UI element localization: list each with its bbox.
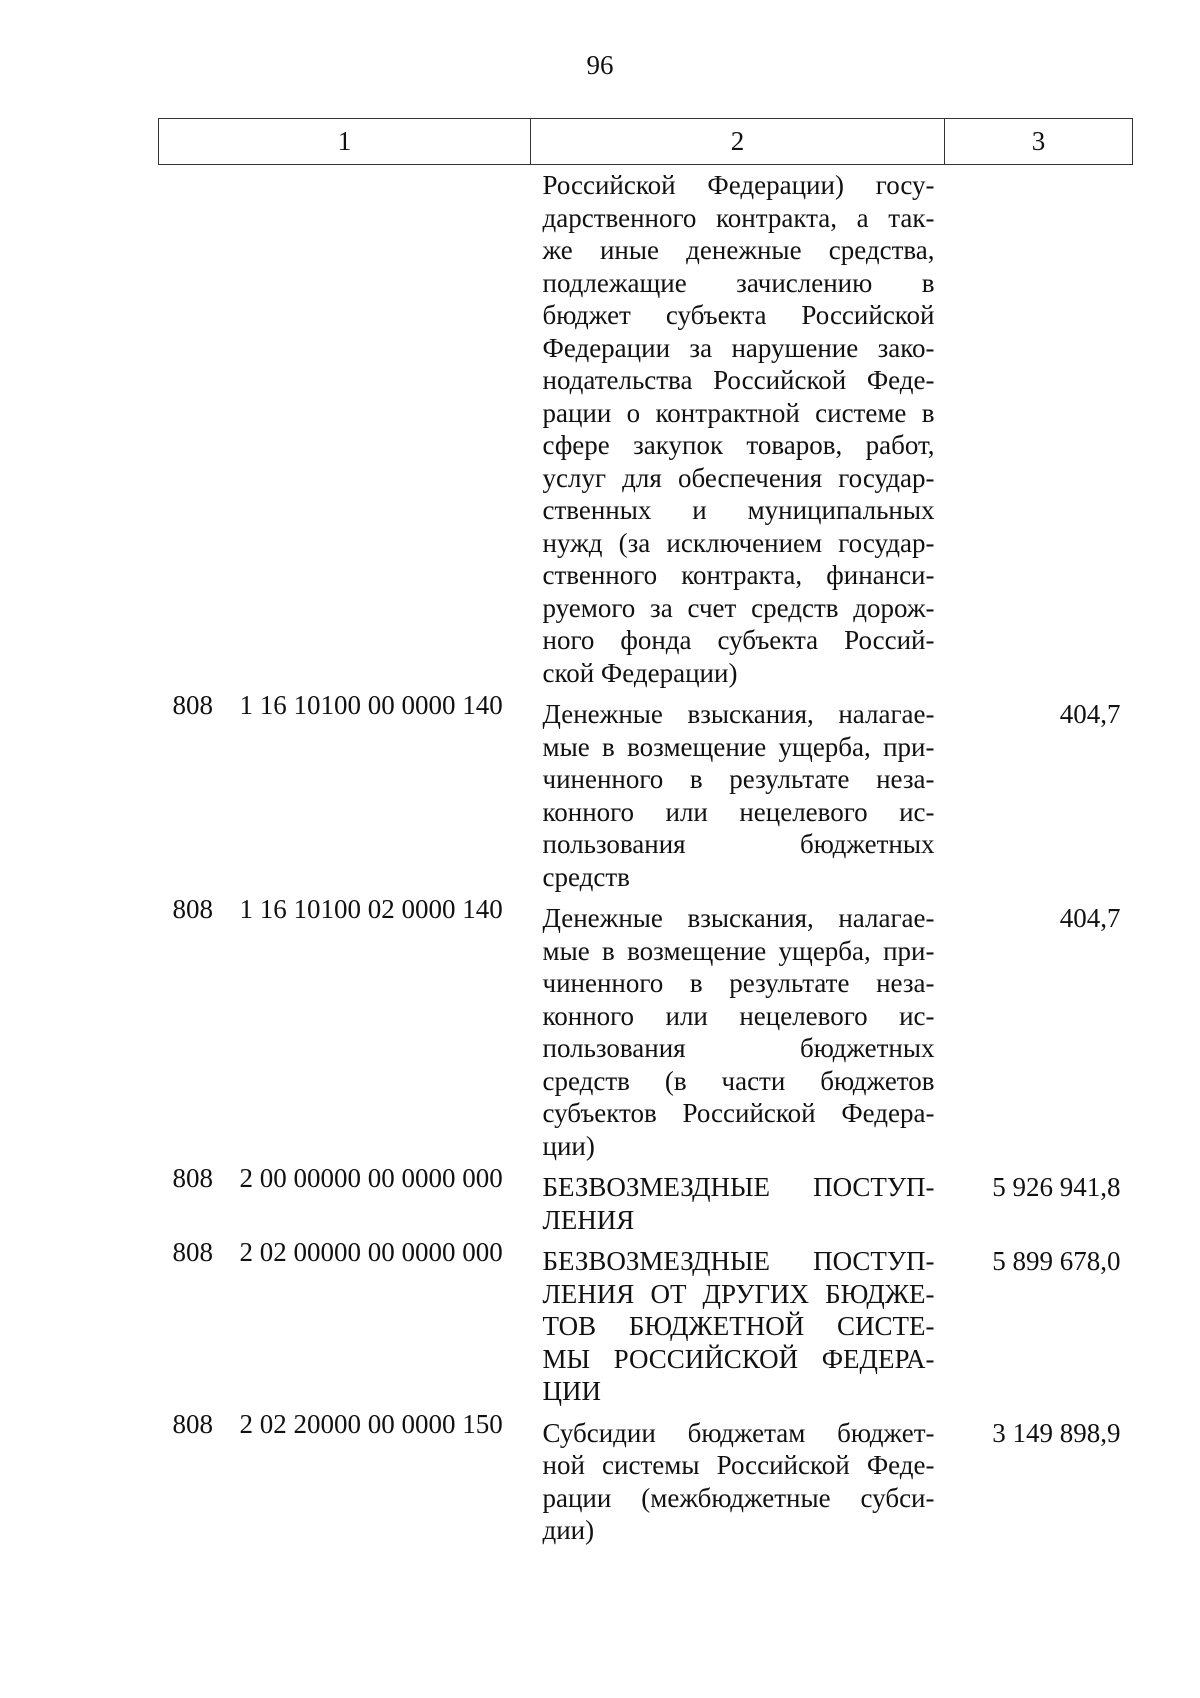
description-line: дии) xyxy=(542,1515,595,1545)
description-line: сфере закупок товаров, работ, xyxy=(542,430,935,460)
amount-cell: 404,7 xyxy=(1059,699,1121,729)
description-line: Субсидии бюджетам бюджет- xyxy=(542,1417,935,1448)
description-line: же иные денежные средства, xyxy=(542,235,935,265)
description-line: ЛЕНИЯ xyxy=(542,1204,635,1235)
description-line: чиненного в результате неза- xyxy=(542,764,935,794)
description-line: ЦИИ xyxy=(542,1376,601,1406)
description-line: Российской Федерации) госу- xyxy=(542,170,935,200)
header-col-2: 2 xyxy=(531,119,945,165)
description-cell xyxy=(531,689,945,893)
description-line: ции) xyxy=(542,1130,595,1161)
admin-code: 808 xyxy=(172,1237,213,1267)
description-line: Денежные взыскания, налагае- xyxy=(542,903,935,933)
description-line: бюджет субъекта Российской xyxy=(542,300,935,330)
budget-classification-code: 2 00 00000 00 0000 000 xyxy=(239,1163,503,1193)
code-cell xyxy=(159,1408,531,1547)
table-row xyxy=(159,689,1133,893)
description-cell xyxy=(531,165,945,690)
description-line: нодательства Российской Феде- xyxy=(542,365,935,395)
table-header xyxy=(159,119,1133,165)
description-line: конного или нецелевого ис- xyxy=(542,796,935,827)
amount-cell: 5 899 678,0 xyxy=(992,1246,1121,1276)
code-cell xyxy=(159,165,531,690)
admin-code: 808 xyxy=(172,690,213,720)
budget-classification-code: 1 16 10100 02 0000 140 xyxy=(239,894,503,924)
description-line: услуг для обеспечения государ- xyxy=(542,462,935,493)
description-line: пользования бюджетных xyxy=(542,1033,935,1063)
header-col-1: 1 xyxy=(159,119,531,165)
amount-cell: 3 149 898,9 xyxy=(992,1417,1121,1448)
description-line: ЛЕНИЯ ОТ ДРУГИХ БЮДЖЕ- xyxy=(542,1278,935,1309)
description-line: пользования бюджетных xyxy=(542,829,935,859)
budget-classification-code: 2 02 20000 00 0000 150 xyxy=(239,1408,503,1439)
amount-cell xyxy=(945,165,1133,690)
description-line: БЕЗВОЗМЕЗДНЫЕ ПОСТУП- xyxy=(542,1246,935,1276)
description-line: рации о контрактной системе в xyxy=(542,397,935,428)
description-cell xyxy=(531,1236,945,1408)
description-line: рации (межбюджетные субси- xyxy=(542,1482,935,1513)
description-line: средств (в части бюджетов xyxy=(542,1065,935,1096)
admin-code: 808 xyxy=(172,1163,213,1193)
table-row xyxy=(159,893,1133,1162)
description-line: нужд (за исключением государ- xyxy=(542,527,935,558)
description-cell xyxy=(531,893,945,1162)
description-line: Денежные взыскания, налагае- xyxy=(542,699,935,729)
description-line: средств xyxy=(542,861,630,892)
description-line: ного фонда субъекта Россий- xyxy=(542,625,935,655)
description-line: МЫ РОССИЙСКОЙ ФЕДЕРА- xyxy=(542,1343,935,1374)
page-number: 96 xyxy=(586,50,614,80)
description-line: субъектов Российской Федера- xyxy=(542,1098,935,1128)
code-cell xyxy=(159,1236,531,1408)
admin-code: 808 xyxy=(172,894,213,924)
amount-cell: 404,7 xyxy=(1059,903,1121,933)
admin-code: 808 xyxy=(172,1408,213,1439)
budget-classification-code: 1 16 10100 00 0000 140 xyxy=(239,690,503,720)
amount-cell: 5 926 941,8 xyxy=(992,1172,1121,1202)
description-line: подлежащие зачислению в xyxy=(542,267,935,298)
description-line: руемого за счет средств дорож- xyxy=(542,592,935,623)
description-line: Федерации за нарушение зако- xyxy=(542,332,935,363)
description-line: конного или нецелевого ис- xyxy=(542,1000,935,1031)
table-body xyxy=(159,165,1133,1547)
table-row-continuation xyxy=(159,165,1133,690)
description-line: ТОВ БЮДЖЕТНОЙ СИСТЕ- xyxy=(542,1311,935,1341)
code-cell xyxy=(159,1162,531,1236)
table-row xyxy=(159,1236,1133,1408)
code-cell xyxy=(159,893,531,1162)
header-col-3: 3 xyxy=(945,119,1133,165)
description-cell xyxy=(531,1162,945,1236)
description-line: чиненного в результате неза- xyxy=(542,968,935,998)
description-line: дарственного контракта, а так- xyxy=(542,202,935,233)
budget-classification-code: 2 02 00000 00 0000 000 xyxy=(239,1237,503,1267)
description-line: ной системы Российской Феде- xyxy=(542,1450,935,1480)
description-cell xyxy=(531,1408,945,1547)
description-line: мые в возмещение ущерба, при- xyxy=(542,731,935,762)
code-cell xyxy=(159,689,531,893)
description-line: ской Федерации) xyxy=(542,657,738,688)
description-line: БЕЗВОЗМЕЗДНЫЕ ПОСТУП- xyxy=(542,1172,935,1202)
description-line: мые в возмещение ущерба, при- xyxy=(542,935,935,966)
table-row xyxy=(159,1408,1133,1547)
budget-table xyxy=(158,118,1133,1547)
description-line: ственного контракта, финанси- xyxy=(542,560,935,590)
description-line: ственных и муниципальных xyxy=(542,495,935,525)
table-row xyxy=(159,1162,1133,1236)
